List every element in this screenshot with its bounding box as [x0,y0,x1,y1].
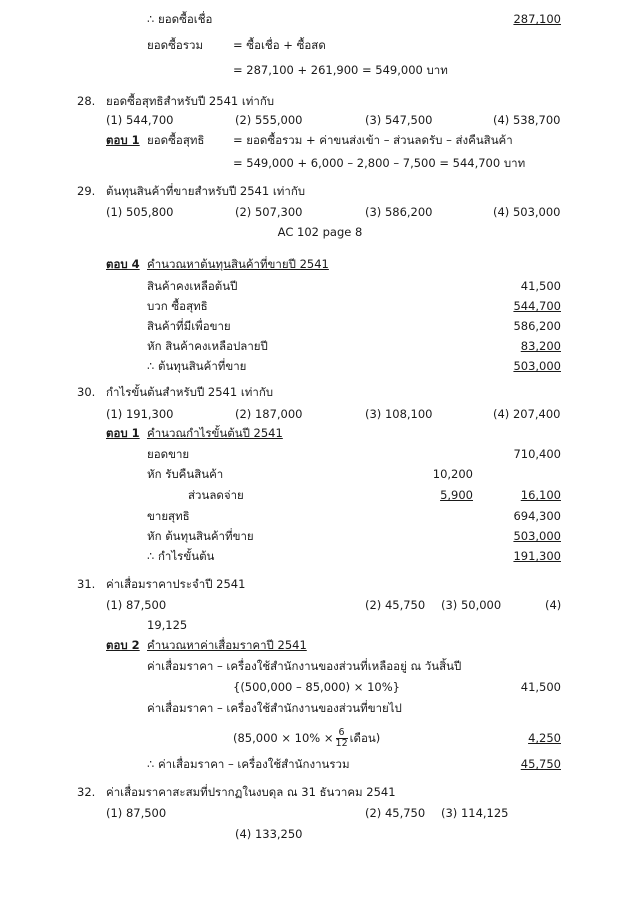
q30-answer-label: ตอบ 1 [106,426,140,440]
q30-answer-title: คำนวณกำไรขั้นต้นปี 2541 [147,426,283,440]
q31-number: 31. [77,577,96,591]
q31-option-2: (2) 45,750 [365,598,426,612]
q31-total-label: ∴ ค่าเสื่อมราคา – เครื่องใช้สำนักงานรวม [147,757,350,771]
q29-option-2: (2) 507,300 [235,205,303,219]
q30-option-2: (2) 187,000 [235,407,303,421]
q30-gross-profit-amount: 191,300 [513,549,561,563]
q31-answer-title: คำนวณหาค่าเสื่อมราคาปี 2541 [147,638,307,652]
q29-beginning-inventory: สินค้าคงเหลือต้นปี [147,279,238,293]
q29-option-4: (4) 503,000 [493,205,561,219]
total-purchases-eq1: = ซื้อเชื่อ + ซื้อสด [233,38,326,52]
q28-answer-title: ยอดซื้อสุทธิ [147,133,205,147]
q32-option-1: (1) 87,500 [106,806,167,820]
q28-option-1: (1) 544,700 [106,113,174,127]
q31-sold-label: ค่าเสื่อมราคา – เครื่องใช้สำนักงานของส่วนที่ขายไป [147,701,402,715]
credit-purchases-amount: 287,100 [513,12,561,26]
q30-less-cogs: หัก ต้นทุนสินค้าที่ขาย [147,529,254,543]
q29-cogs-amount: 503,000 [513,359,561,373]
q29-add-net-purchases: บวก ซื้อสุทธิ [147,299,208,313]
q29-net-purchases-amount: 544,700 [513,299,561,313]
q28-number: 28. [77,94,96,108]
q30-sales-amount: 710,400 [513,447,561,461]
q31-option-4-value: 19,125 [147,618,188,632]
q32-question: ค่าเสื่อมราคาสะสมที่ปรากฏในงบดุล ณ 31 ธันวาคม 2541 [106,785,396,799]
q31-total-amount: 45,750 [520,757,561,771]
q31-remaining-amount: 41,500 [520,680,561,694]
q32-option-4: (4) 133,250 [235,827,303,841]
q32-number: 32. [77,785,96,799]
q28-option-3: (3) 547,500 [365,113,433,127]
q29-answer-label: ตอบ 4 [106,257,140,271]
q30-cogs-amount: 503,000 [513,529,561,543]
q30-less-returns: หัก รับคืนสินค้า [147,467,224,481]
q29-question: ต้นทุนสินค้าที่ขายสำหรับปี 2541 เท่ากับ [106,184,306,198]
q28-question: ยอดซื้อสุทธิสำหรับปี 2541 เท่ากับ [106,94,275,108]
q30-discount: ส่วนลดจ่าย [188,488,244,502]
q30-net-sales-amount: 694,300 [513,509,561,523]
q30-option-3: (3) 108,100 [365,407,433,421]
q29-number: 29. [77,184,96,198]
total-purchases-label: ยอดซื้อรวม [147,38,204,52]
q31-option-3: (3) 50,000 [441,598,502,612]
q29-option-1: (1) 505,800 [106,205,174,219]
total-purchases-eq2: = 287,100 + 261,900 = 549,000 บาท [233,63,448,77]
q30-returns-amount: 10,200 [432,467,473,481]
q31-remaining-calc: {(500,000 – 85,000) × 10%} [233,680,400,694]
q30-option-1: (1) 191,300 [106,407,174,421]
q31-fraction: $\frac{6}{12}$ [335,727,348,749]
therefore-credit-purchases: ∴ ยอดซื้อเชื่อ [147,12,213,26]
q28-answer-calc: = 549,000 + 6,000 – 2,800 – 7,500 = 544,700 บาท [233,156,526,170]
q31-answer-label: ตอบ 2 [106,638,140,652]
q32-option-2: (2) 45,750 [365,806,426,820]
q29-less-ending-inventory: หัก สินค้าคงเหลือปลายปี [147,339,268,353]
q29-goods-available-amount: 586,200 [513,319,561,333]
q32-option-3: (3) 114,125 [441,806,509,820]
q29-answer-title: คำนวณหาต้นทุนสินค้าที่ขายปี 2541 [147,257,329,271]
q28-answer-label: ตอบ 1 [106,133,140,147]
q30-number: 30. [77,385,96,399]
q29-option-3: (3) 586,200 [365,205,433,219]
page-header: AC 102 page 8 [277,225,363,239]
q29-goods-available: สินค้าที่มีเพื่อขาย [147,319,231,333]
q28-option-2: (2) 555,000 [235,113,303,127]
q30-net-sales: ขายสุทธิ [147,509,190,523]
q28-answer-formula: = ยอดซื้อรวม + ค่าขนส่งเข้า – ส่วนลดรับ – ส่งคืนสินค้า [233,133,513,147]
q31-remaining-label: ค่าเสื่อมราคา – เครื่องใช้สำนักงานของส่วนที่เหลืออยู่ ณ วันสิ้นปี [147,659,462,673]
q31-option-1: (1) 87,500 [106,598,167,612]
q31-question: ค่าเสื่อมราคาประจำปี 2541 [106,577,246,591]
q30-discount-amount: 5,900 [440,488,473,502]
q29-cogs-result: ∴ ต้นทุนสินค้าที่ขาย [147,359,247,373]
q30-option-4: (4) 207,400 [493,407,561,421]
q30-deductions-amount: 16,100 [520,488,561,502]
q31-sold-amount: 4,250 [528,731,561,745]
q30-question: กำไรขั้นต้นสำหรับปี 2541 เท่ากับ [106,385,274,399]
q30-sales: ยอดขาย [147,447,190,461]
q28-option-4: (4) 538,700 [493,113,561,127]
q31-sold-calc: (85,000 × 10% × $\frac{6}{12}$ เดือน) [233,727,381,749]
q29-beginning-inventory-amount: 41,500 [520,279,561,293]
q30-gross-profit: ∴ กำไรขั้นต้น [147,549,215,563]
q29-ending-inventory-amount: 83,200 [520,339,561,353]
q31-option-4: (4) [545,598,562,612]
